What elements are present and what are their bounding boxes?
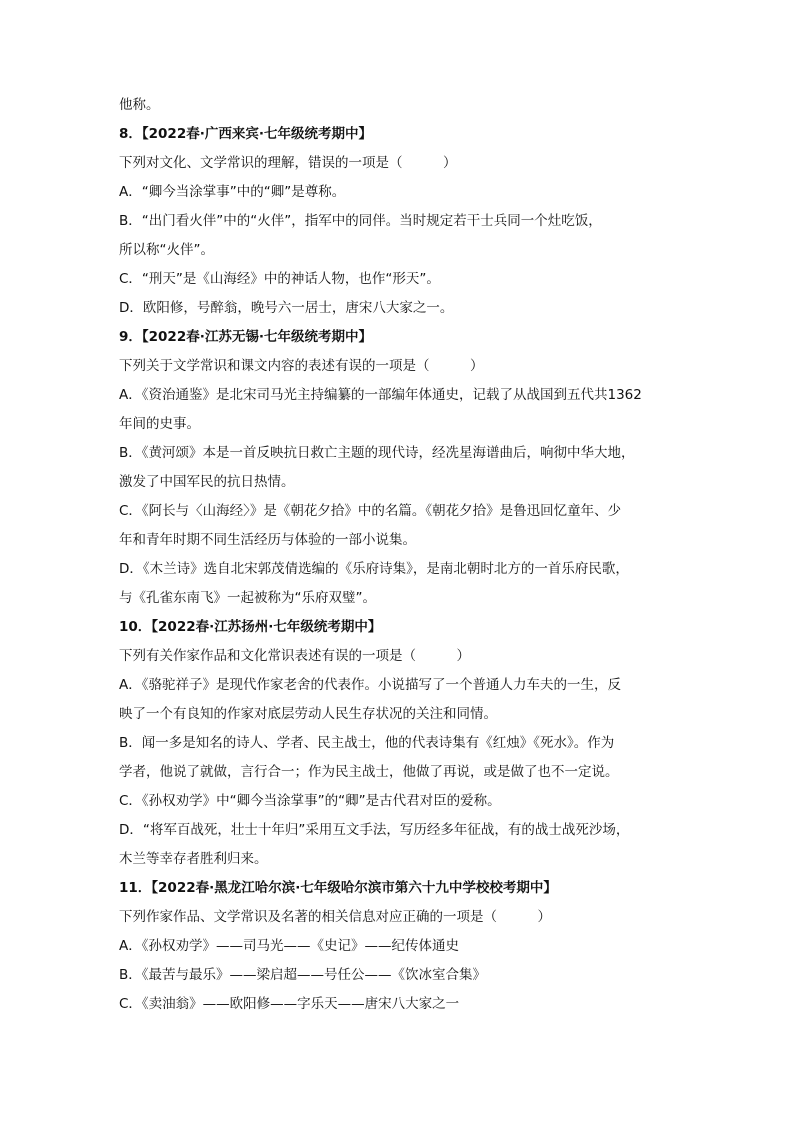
question-10-option-d: D．“将军百战死，壮士十年归”采用互文手法，写历经多年征战，有的战士战死沙场， [119,822,630,838]
question-11-header: 11．【2022春·黑龙江哈尔滨·七年级哈尔滨市第六十九中学校校考期中】 [119,880,557,896]
question-11-stem: 下列作家作品、文学常识及名著的相关信息对应正确的一项是（ ） [119,909,551,925]
question-8-option-c: C．“刑天”是《山海经》中的神话人物，也作“形天”。 [119,271,440,287]
question-11-option-b: B．《最苦与最乐》——梁启超——号任公——《饮冰室合集》 [119,967,487,983]
question-8-option-a: A．“卿今当涂掌事”中的“卿”是尊称。 [119,184,346,200]
text-line: 所以称“火伴”。 [119,242,214,258]
question-10-option-b: B．闻一多是知名的诗人、学者、民主战士，他的代表诗集有《红烛》《死水》。作为 [119,735,615,751]
text-line: 激发了中国军民的抗日热情。 [119,474,295,490]
question-8-option-d: D．欧阳修，号醉翁，晚号六一居士，唐宋八大家之一。 [119,300,454,316]
text-line: 年和青年时期不同生活经历与体验的一部小说集。 [119,532,416,548]
question-8-header: 8．【2022春·广西来宾·七年级统考期中】 [119,126,372,142]
question-9-option-d: D．《木兰诗》选自北宋郭茂倩选编的《乐府诗集》，是南北朝时北方的一首乐府民歌， [119,561,629,577]
question-9-header: 9．【2022春·江苏无锡·七年级统考期中】 [119,329,372,345]
text-line: 与《孔雀东南飞》一起被称为“乐府双璧”。 [119,590,376,606]
question-10-header: 10．【2022春·江苏扬州·七年级统考期中】 [119,619,382,635]
question-9-option-b: B．《黄河颂》本是一首反映抗日救亡主题的现代诗，经冼星海谱曲后，响彻中华大地， [119,445,635,461]
question-9-option-c: C．《阿长与〈山海经〉》是《朝花夕拾》中的名篇。《朝花夕拾》是鲁迅回忆童年、少 [119,503,622,519]
text-line: 映了一个有良知的作家对底层劳动人民生存状况的关注和同情。 [119,706,497,722]
question-8-stem: 下列对文化、文学常识的理解，错误的一项是（ ） [119,155,457,171]
question-10-option-c: C．《孙权劝学》中“卿今当涂掌事”的“卿”是古代君对臣的爱称。 [119,793,501,809]
question-11-option-c: C．《卖油翁》——欧阳修——字乐天——唐宋八大家之一 [119,996,460,1012]
question-11-option-a: A．《孙权劝学》——司马光——《史记》——纪传体通史 [119,938,459,954]
question-8-option-b: B．“出门看火伴”中的“火伴”，指军中的同伴。当时规定若干士兵同一个灶吃饭， [119,213,602,229]
text-line: 学者，他说了就做，言行合一；作为民主战士，他做了再说，或是做了也不一定说。 [119,764,619,780]
question-10-option-a: A．《骆驼祥子》是现代作家老舍的代表作。小说描写了一个普通人力车夫的一生，反 [119,677,621,693]
question-10-stem: 下列有关作家作品和文化常识表述有误的一项是（ ） [119,648,470,664]
question-9-stem: 下列关于文学常识和课文内容的表述有误的一项是（ ） [119,358,484,374]
text-line: 木兰等幸存者胜利归来。 [119,851,268,867]
text-line: 他称。 [119,97,160,113]
question-9-option-a: A．《资治通鉴》是北宋司马光主持编纂的一部编年体通史，记载了从战国到五代共1362 [119,387,642,403]
text-line: 年间的史事。 [119,416,200,432]
